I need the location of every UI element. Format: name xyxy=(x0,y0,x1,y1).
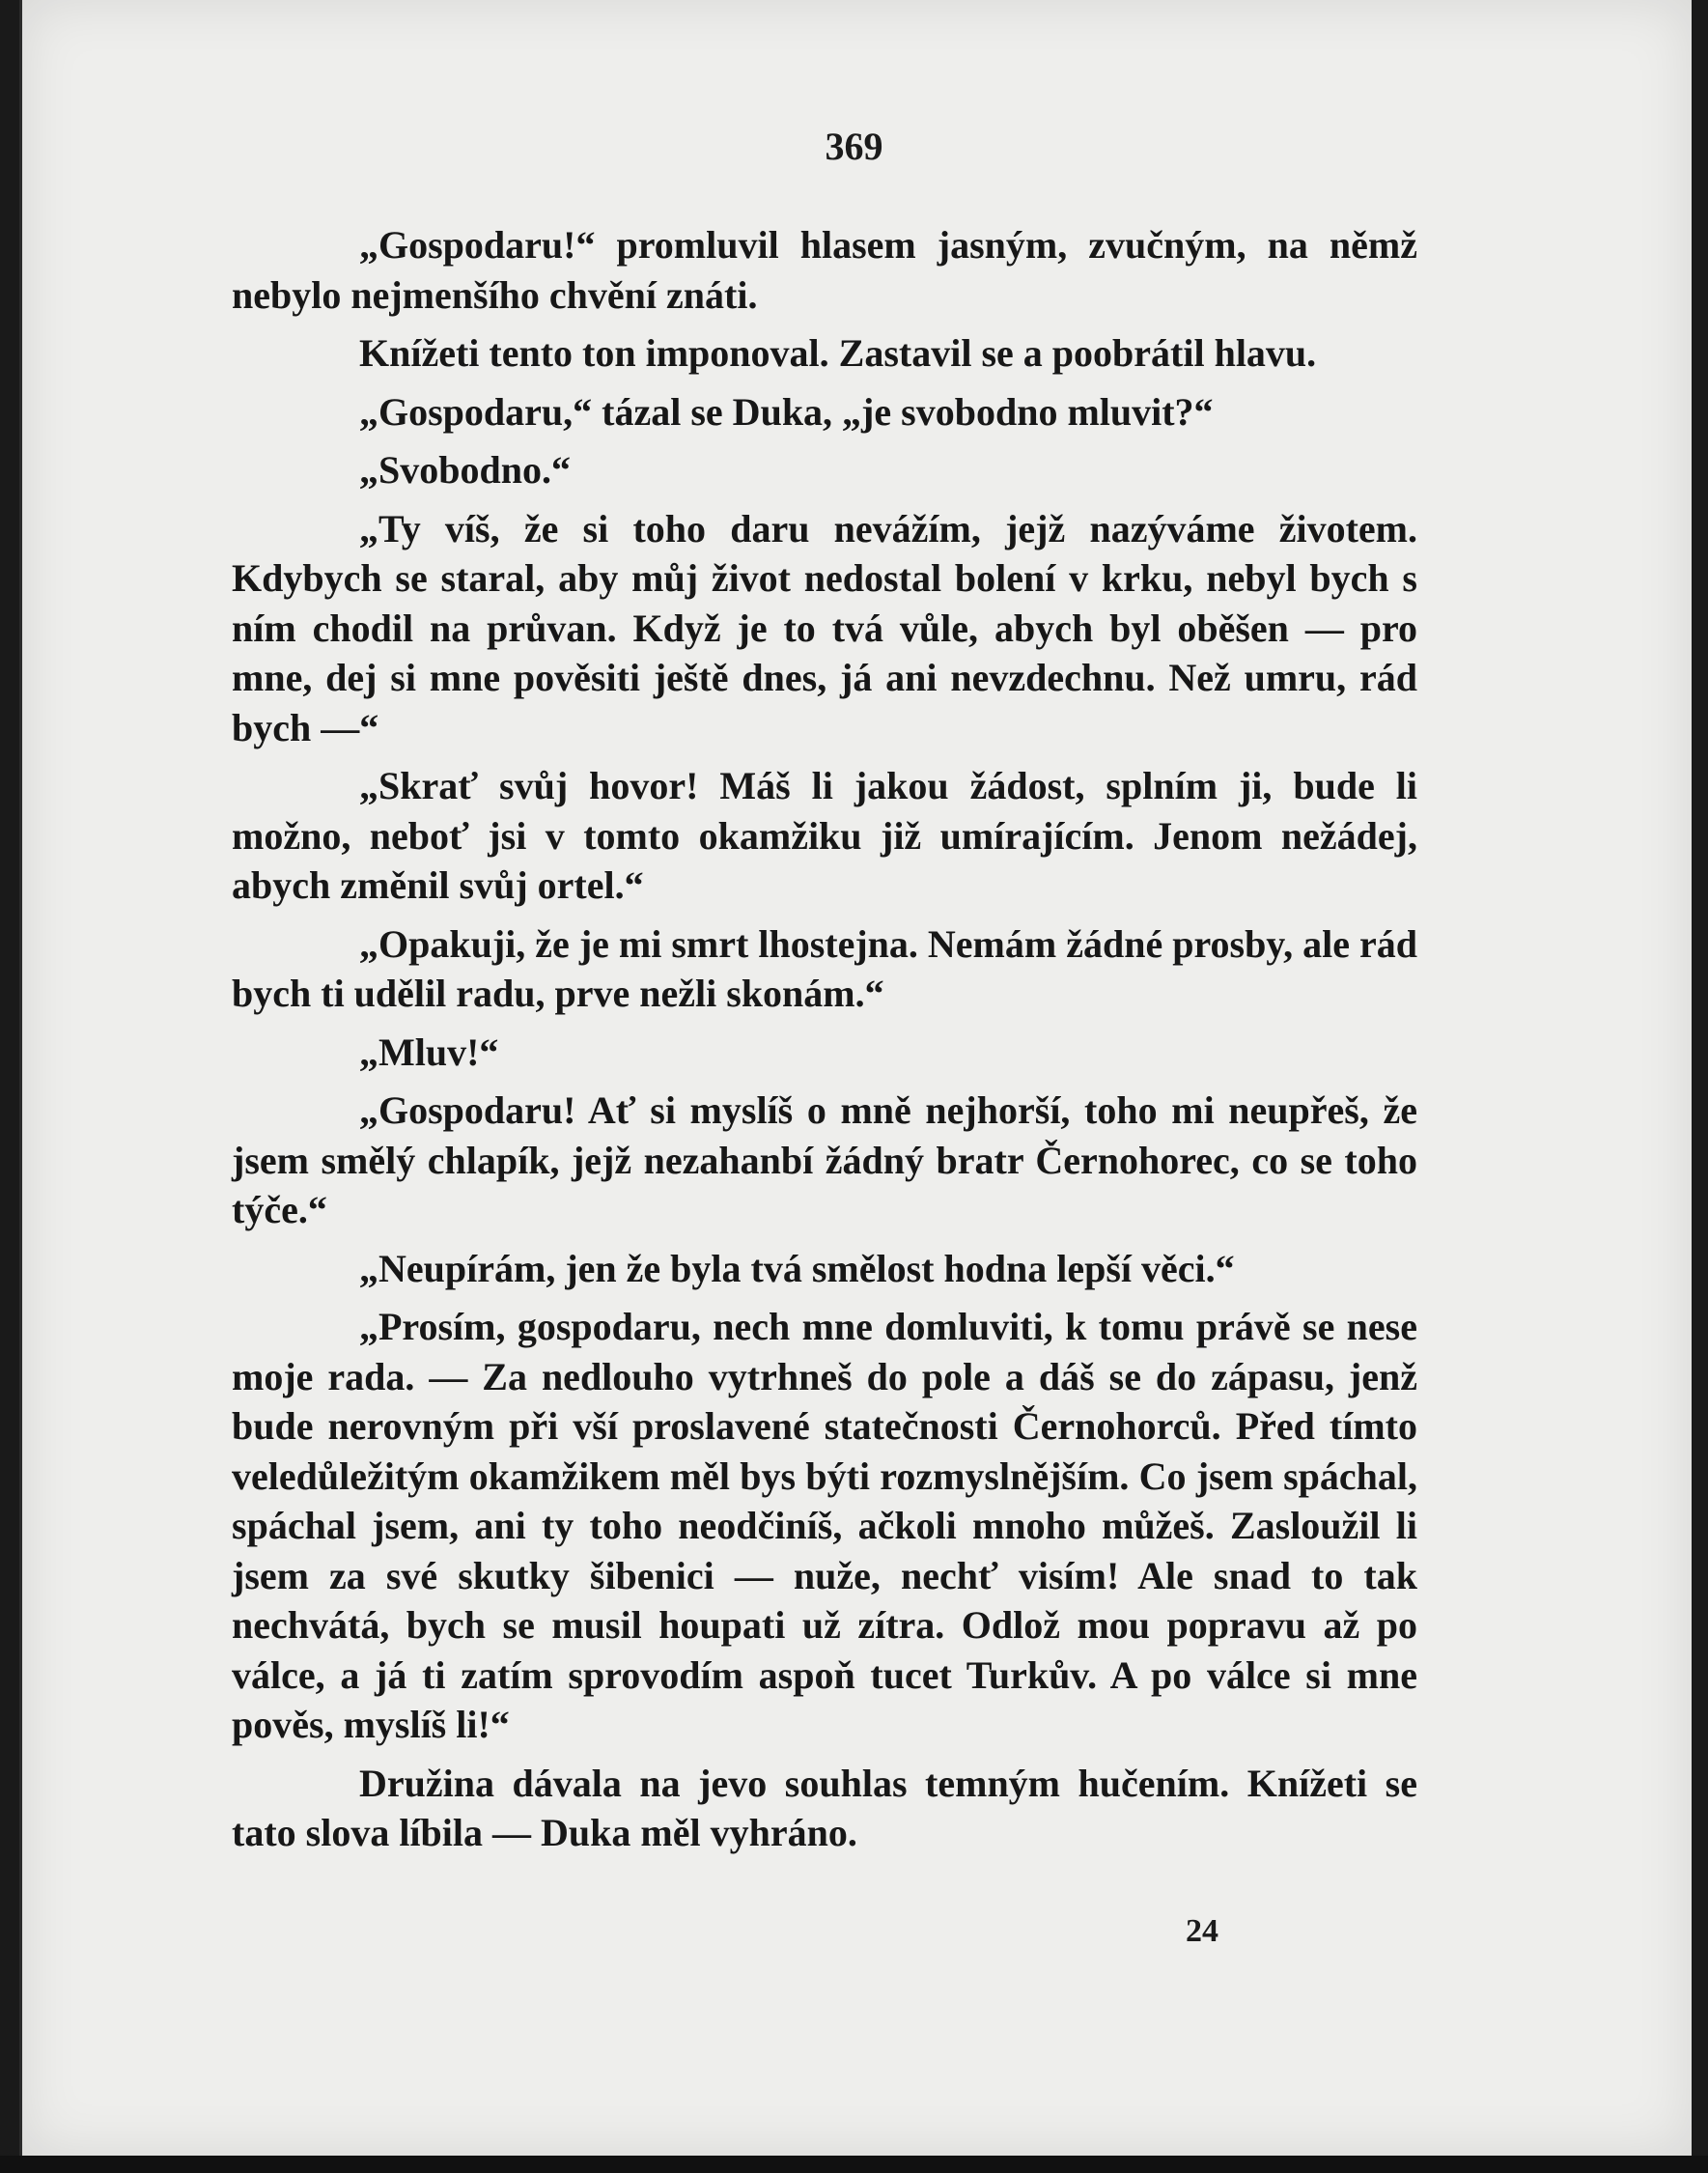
page-number: 369 xyxy=(825,125,883,168)
paragraph: „Gospodaru!“ promluvil hlasem jasným, zvučným, na němž nebylo nejmenšího chvění znáti. xyxy=(232,223,1417,317)
paragraph: „Mluv!“ xyxy=(359,1030,499,1074)
body-text xyxy=(232,220,1417,1867)
paragraph: „Gospodaru! Ať si myslíš o mně nejhorší, toho mi neupřeš, že jsem smělý chlapík, jejž nezahanbí žádný bratr Černohorec, co se toho týče.“ xyxy=(232,1088,1417,1231)
scan-border xyxy=(0,2156,1708,2173)
paragraph: „Skrať svůj hovor! Máš li jakou žádost, splním ji, bude li možno, neboť jsi v tomto okamžiku již umírajícím. Jenom nežádej, abych změnil svůj ortel.“ xyxy=(232,764,1417,907)
paragraph: Družina dávala na jevo souhlas temným hučením. Knížeti se tato slova líbila — Duka měl vyhráno. xyxy=(232,1761,1417,1854)
paragraph: „Opakuji, že je mi smrt lhostejna. Nemám žádné prosby, ale rád bych ti udělil radu, prve nežli skonám.“ xyxy=(232,921,1417,1015)
paragraph: „Neupírám, jen že byla tvá smělost hodna lepší věci.“ xyxy=(359,1246,1235,1290)
signature-mark: 24 xyxy=(1186,1913,1218,1949)
paragraph: „Gospodaru,“ tázal se Duka, „je svobodno mluvit?“ xyxy=(359,389,1214,434)
paragraph: „Ty víš, že si toho daru nevážím, jejž nazýváme životem. Kdybych se staral, aby můj život nedostal bolení v krku, nebyl bych s ním chodil na průvan. Když je to tvá vůle, abych byl oběšen — pro mne, dej si mne pověsiti ještě dnes, já ani nevzdechnu. Než umru, rád bych —“ xyxy=(232,506,1417,749)
paragraph: „Prosím, gospodaru, nech mne domluviti, k tomu právě se nese moje rada. — Za nedlouho vytrhneš do pole a dáš se do zápasu, jenž bude nerovným při vší proslavené statečnosti Černohorců. Před tímto veledůležitým okamžikem měl bys býti rozmyslnějším. Co jsem spáchal, spáchal jsem, ani ty toho neodčiníš, ačkoli mnoho můžeš. Zasloužil li jsem za své skutky šibenici — nuže, nechť visím! Ale snad to tak nechvátá, bych se musil houpati už zítra. Odlož mou popravu až po válce, a já ti zatím sprovodím aspoň tucet Turkův. A po válce si mne pověs, myslíš li!“ xyxy=(232,1305,1417,1746)
paragraph: Knížeti tento ton imponoval. Zastavil se a poobrátil hlavu. xyxy=(359,331,1317,375)
paragraph: „Svobodno.“ xyxy=(359,448,571,492)
